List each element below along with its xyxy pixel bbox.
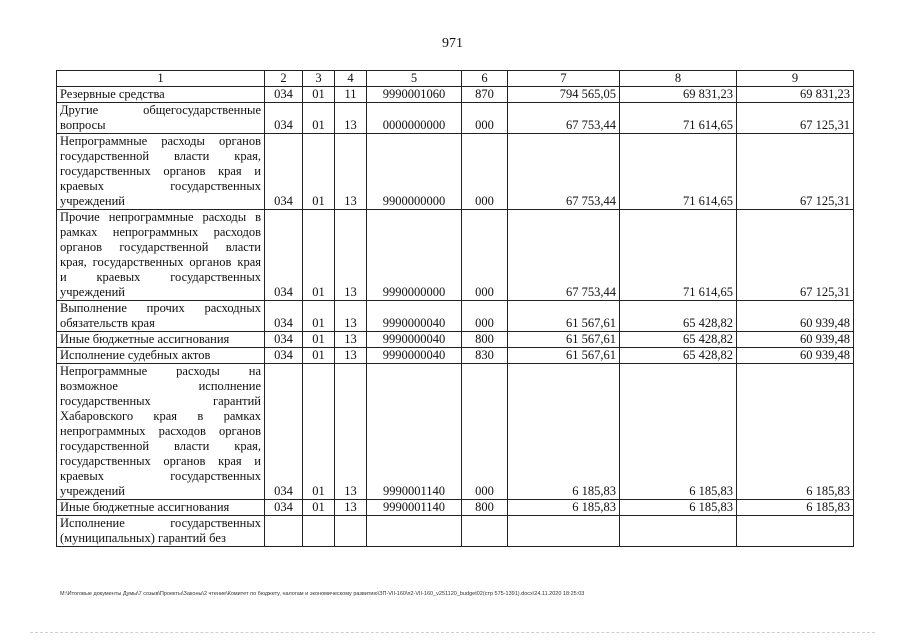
column-6-code: 830	[462, 348, 508, 364]
column-header: 5	[367, 71, 462, 87]
column-3-code: 01	[303, 103, 335, 134]
column-header: 6	[462, 71, 508, 87]
column-7-amount: 6 185,83	[508, 364, 620, 500]
column-6-code: 800	[462, 500, 508, 516]
column-6-code: 000	[462, 301, 508, 332]
column-header: 9	[737, 71, 854, 87]
table-row	[57, 103, 854, 134]
column-9-amount: 67 125,31	[737, 134, 854, 210]
column-header: 1	[57, 71, 265, 87]
row-name: Резервные средства	[57, 87, 265, 103]
column-9-amount: 6 185,83	[737, 364, 854, 500]
column-7-amount: 61 567,61	[508, 348, 620, 364]
column-9-amount	[737, 516, 854, 547]
page-edge-divider	[30, 632, 875, 634]
table-row	[57, 134, 854, 210]
column-3-code	[303, 516, 335, 547]
column-5-code: 9900000000	[367, 134, 462, 210]
column-7-amount: 794 565,05	[508, 87, 620, 103]
column-5-code: 9990001140	[367, 364, 462, 500]
column-2-code: 034	[265, 301, 303, 332]
table-row	[57, 210, 854, 301]
column-header: 8	[620, 71, 737, 87]
column-6-code: 000	[462, 103, 508, 134]
column-9-amount: 67 125,31	[737, 210, 854, 301]
column-2-code	[265, 516, 303, 547]
column-9-amount: 60 939,48	[737, 348, 854, 364]
column-header: 2	[265, 71, 303, 87]
column-header: 4	[335, 71, 367, 87]
column-5-code: 0000000000	[367, 103, 462, 134]
column-9-amount: 6 185,83	[737, 500, 854, 516]
column-5-code: 9990000000	[367, 210, 462, 301]
row-name: Прочие непрограммные расходы в рамках непрограммных расходов органов государственной власти края, государственных органов края и краевых государственных учреждений	[57, 210, 265, 301]
row-name: Исполнение государственных (муниципальных) гарантий без	[57, 516, 265, 547]
table-row	[57, 500, 854, 516]
footer-file-path: M:\Итоговые документы Думы\7 созыв\Проекты\Законы\2 чтение\Комитет по бюджету, налогам и экономическому развитию\ЗП-VII-160\п2-VII-160_v251120_budget02(стр 575-1391).docx\24.11.2020 18:25:03	[60, 591, 585, 597]
column-6-code: 870	[462, 87, 508, 103]
column-8-amount: 71 614,65	[620, 103, 737, 134]
column-4-code: 13	[335, 134, 367, 210]
column-3-code: 01	[303, 87, 335, 103]
column-header: 3	[303, 71, 335, 87]
column-3-code: 01	[303, 301, 335, 332]
column-number-row	[57, 71, 854, 87]
column-4-code: 11	[335, 87, 367, 103]
column-5-code	[367, 516, 462, 547]
page-number: 971	[442, 36, 463, 51]
column-2-code: 034	[265, 500, 303, 516]
column-8-amount: 65 428,82	[620, 301, 737, 332]
column-6-code: 000	[462, 134, 508, 210]
row-name: Иные бюджетные ассигнования	[57, 500, 265, 516]
column-4-code	[335, 516, 367, 547]
row-name: Непрограммные расходы органов государственной власти края, государственных органов края и краевых государственных учреждений	[57, 134, 265, 210]
column-9-amount: 67 125,31	[737, 103, 854, 134]
table-row	[57, 516, 854, 547]
column-7-amount: 67 753,44	[508, 134, 620, 210]
table-row	[57, 301, 854, 332]
column-3-code: 01	[303, 134, 335, 210]
table-row	[57, 332, 854, 348]
column-9-amount: 60 939,48	[737, 301, 854, 332]
table-row	[57, 364, 854, 500]
column-8-amount: 65 428,82	[620, 348, 737, 364]
column-2-code: 034	[265, 87, 303, 103]
column-2-code: 034	[265, 364, 303, 500]
column-6-code: 000	[462, 210, 508, 301]
column-4-code: 13	[335, 500, 367, 516]
column-7-amount: 61 567,61	[508, 332, 620, 348]
column-2-code: 034	[265, 134, 303, 210]
column-8-amount: 65 428,82	[620, 332, 737, 348]
column-2-code: 034	[265, 103, 303, 134]
column-6-code	[462, 516, 508, 547]
column-2-code: 034	[265, 332, 303, 348]
column-8-amount	[620, 516, 737, 547]
column-4-code: 13	[335, 348, 367, 364]
column-5-code: 9990000040	[367, 332, 462, 348]
column-2-code: 034	[265, 210, 303, 301]
column-3-code: 01	[303, 332, 335, 348]
column-3-code: 01	[303, 500, 335, 516]
column-2-code: 034	[265, 348, 303, 364]
column-7-amount: 61 567,61	[508, 301, 620, 332]
table-row	[57, 87, 854, 103]
row-name: Непрограммные расходы на возможное исполнение государственных гарантий Хабаровского края в рамках непрограммных расходов органов государственной власти края, государственных органов края и краевых государственных учреждений	[57, 364, 265, 500]
column-8-amount: 71 614,65	[620, 134, 737, 210]
column-4-code: 13	[335, 103, 367, 134]
column-7-amount: 67 753,44	[508, 210, 620, 301]
column-7-amount: 6 185,83	[508, 500, 620, 516]
column-4-code: 13	[335, 210, 367, 301]
column-8-amount: 6 185,83	[620, 364, 737, 500]
column-9-amount: 60 939,48	[737, 332, 854, 348]
column-3-code: 01	[303, 364, 335, 500]
column-5-code: 9990000040	[367, 301, 462, 332]
column-header: 7	[508, 71, 620, 87]
column-8-amount: 69 831,23	[620, 87, 737, 103]
row-name: Иные бюджетные ассигнования	[57, 332, 265, 348]
column-7-amount: 67 753,44	[508, 103, 620, 134]
row-name: Другие общегосударственные вопросы	[57, 103, 265, 134]
column-8-amount: 71 614,65	[620, 210, 737, 301]
column-4-code: 13	[335, 301, 367, 332]
column-3-code: 01	[303, 210, 335, 301]
column-3-code: 01	[303, 348, 335, 364]
column-5-code: 9990000040	[367, 348, 462, 364]
row-name: Исполнение судебных актов	[57, 348, 265, 364]
column-5-code: 9990001060	[367, 87, 462, 103]
budget-table	[56, 70, 854, 547]
column-5-code: 9990001140	[367, 500, 462, 516]
row-name: Выполнение прочих расходных обязательств края	[57, 301, 265, 332]
column-8-amount: 6 185,83	[620, 500, 737, 516]
column-6-code: 000	[462, 364, 508, 500]
column-6-code: 800	[462, 332, 508, 348]
column-9-amount: 69 831,23	[737, 87, 854, 103]
table-row	[57, 348, 854, 364]
column-4-code: 13	[335, 332, 367, 348]
column-4-code: 13	[335, 364, 367, 500]
column-7-amount	[508, 516, 620, 547]
